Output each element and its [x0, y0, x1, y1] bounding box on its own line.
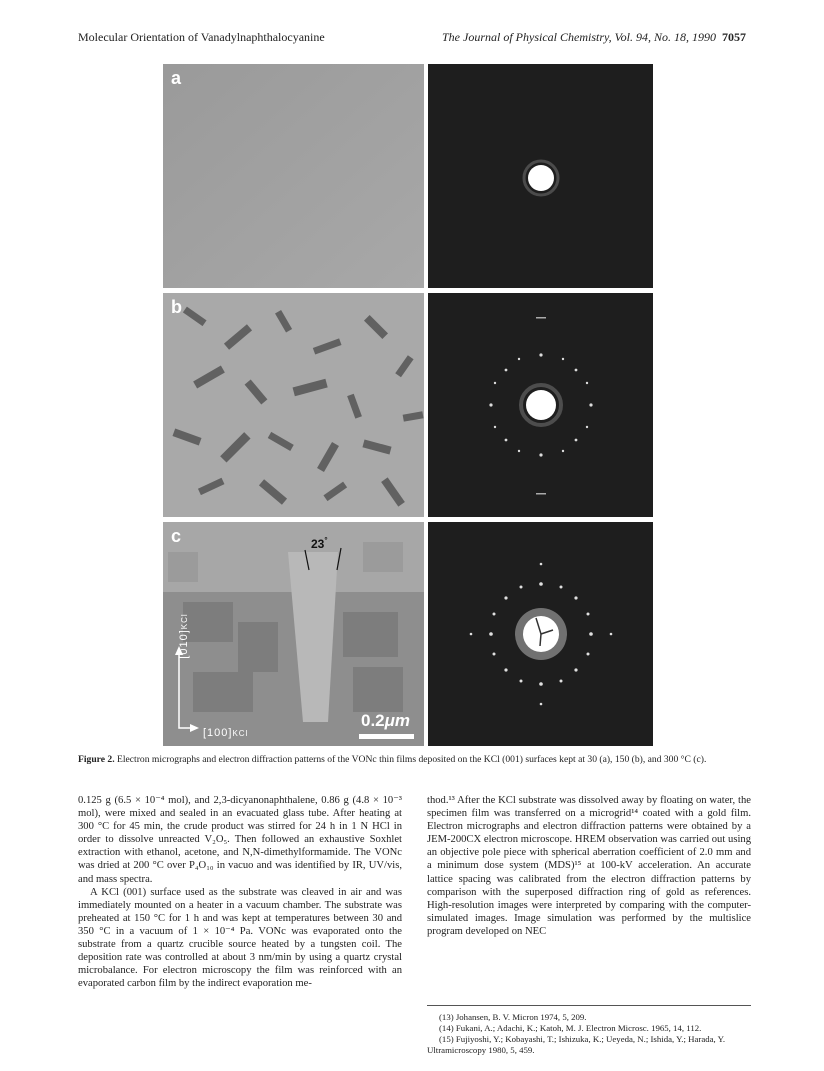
header-journal: [442, 30, 746, 45]
scale-unit: μm: [384, 711, 411, 730]
header-article-title: Molecular Orientation of Vanadylnaphthalocyanine: [78, 30, 325, 44]
reference-13: (13) Johansen, B. V. Micron 1974, 5, 209.: [439, 1012, 587, 1022]
body-column-right: [427, 794, 751, 938]
angle-value: 23: [311, 537, 325, 551]
panel-letter-c: c: [171, 526, 182, 546]
reference-14: (14) Fukani, A.; Adachi, K.; Katoh, M. J. Electron Microsc. 1965, 14, 112.: [439, 1023, 702, 1033]
axis-x-direction: [100]: [203, 727, 233, 739]
panel-c: [163, 522, 653, 746]
micrograph-b: [163, 293, 424, 517]
paragraph: thod.¹³ After the KCl substrate was dissolved away by floating on water, the specimen film was transferred on a microgrid¹⁴ coated with a gold film. Electron micrographs and electron diffraction patterns were obtained by a JEM-200CX electron microscope. HREM observation was carried out using an objective pole piece with spherical aberration coefficient of 2.0 mm and a minimum dose system (MDS)¹⁵ at 100-kV acceleration. An accurate lattice spacing was calibrated from the electron diffraction patterns by comparison with the superposed diffraction ring of gold as references. High-resolution images were interpreted by comparing with the computer-simulated images. Image simulation was performed by the multislice program developed on NEC: [427, 795, 751, 937]
panel-b: [163, 293, 653, 517]
angle-unit: °: [324, 536, 328, 545]
panel-a: [163, 64, 653, 288]
diffraction-b: [428, 293, 653, 517]
page-number: 7057: [722, 30, 746, 44]
micrograph-c: [163, 522, 424, 746]
scale-bar-label: [361, 711, 410, 731]
axis-y-label: [178, 591, 190, 681]
panel-letter-a: a: [171, 68, 182, 88]
diffraction-a: [428, 64, 653, 288]
caption-label: Figure 2.: [78, 754, 115, 765]
axis-y-direction: [010]: [178, 629, 190, 659]
panel-letter-b: b: [171, 297, 182, 317]
footnote-references: [427, 1005, 751, 1056]
axis-y-subscript: KCl: [180, 613, 189, 630]
running-header: [78, 30, 746, 46]
angle-label: [311, 536, 328, 551]
body-column-left: [78, 794, 402, 990]
figure-caption: [78, 754, 748, 766]
journal-citation: The Journal of Physical Chemistry, Vol. 94, No. 18, 1990: [442, 30, 716, 44]
axis-x-subscript: KCl: [232, 729, 249, 738]
micrograph-a: [163, 64, 424, 288]
scale-value: 0.2: [361, 711, 385, 730]
axis-x-label: [203, 727, 248, 739]
paragraph: A KCl (001) surface used as the substrate was cleaved in air and was immediately mounted on a heater in a vacuum chamber. The substrate was preheated at 150 °C for 1 h and was kept at temperatures between 30 and 350 °C in a vacuum of 1 × 10⁻⁴ Pa. VONc was evaporated onto the substrate from a quartz crucible source heated by a tungsten coil. The deposition rate was controlled at about 3 nm/min by using a quartz crystal microbalance. For electron microscopy the film was reinforced with an evaporated carbon film by the indirect evaporation me-: [78, 886, 402, 990]
paragraph: 0.125 g (6.5 × 10⁻⁴ mol), and 2,3-dicyanonaphthalene, 0.86 g (4.8 × 10⁻³ mol), were mixed and sealed in an evacuated glass tube. After heating at 300 °C for 45 min, the crude product was stirred for 24 h in 1 N HCl in order to dissolve unreacted V₂O₅. Then followed an exhaustive Soxhlet extraction with ethanol, acetone, and N,N-dimethylformamide. The VONc was dried at 200 °C over P₄O₁₀ in vacuo and was identified by IR, UV/vis, and mass spectra.: [78, 795, 402, 885]
reference-15: (15) Fujiyoshi, Y.; Kobayashi, T.; Ishizuka, K.; Ueyeda, N.; Ishida, Y.; Harada, Y. Ultramicroscopy 1980, 5, 459.: [427, 1034, 726, 1055]
diffraction-c: [428, 522, 653, 746]
figure-2: [163, 64, 653, 746]
caption-text: Electron micrographs and electron diffraction patterns of the VONc thin films deposited on the KCl (001) surfaces kept at 30 (a), 150 (b), and 300 °C (c).: [117, 754, 707, 765]
